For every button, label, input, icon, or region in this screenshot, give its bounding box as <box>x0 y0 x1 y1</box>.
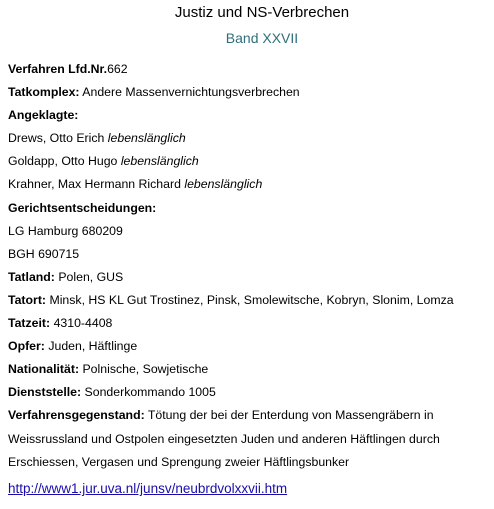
tatort-value: Minsk, HS KL Gut Trostinez, Pinsk, Smolewitsche, Kobryn, Slonim, Lomza <box>49 292 454 307</box>
decision-value: LG Hamburg 680209 <box>8 223 123 238</box>
tatland-row <box>8 266 492 289</box>
defendant-row <box>8 127 492 150</box>
defendant-row <box>8 150 492 173</box>
dienststelle-row <box>8 381 492 404</box>
opfer-row <box>8 335 492 358</box>
nationalitaet-value: Polnische, Sowjetische <box>82 362 209 377</box>
source-link[interactable]: http://www1.jur.uva.nl/junsv/neubrdvolxxvii.htm <box>8 481 288 496</box>
defendant-sentence: lebenslänglich <box>184 177 263 192</box>
defendant-row <box>8 173 492 196</box>
opfer-value: Juden, Häftlinge <box>48 339 138 354</box>
defendant-name: Goldapp, Otto Hugo <box>8 154 118 169</box>
nationalitaet-label: Nationalität: <box>8 362 80 377</box>
gegenstand-line: Erschiessen, Vergasen und Sprengung zweier Häftlingsbunker <box>8 454 350 469</box>
record-body <box>8 58 492 474</box>
tatzeit-row <box>8 312 492 335</box>
gegenstand-continuation <box>8 428 492 451</box>
angeklagte-row <box>8 104 492 127</box>
dienststelle-label: Dienststelle: <box>8 385 82 400</box>
gegenstand-label: Verfahrensgegenstand: <box>8 408 145 423</box>
verfahren-row <box>8 58 492 81</box>
dienststelle-value: Sonderkommando 1005 <box>84 385 216 400</box>
verfahren-label: Verfahren Lfd.Nr. <box>8 62 108 76</box>
angeklagte-label: Angeklagte: <box>8 108 79 123</box>
volume-subtitle: Band XXVII <box>225 30 299 46</box>
tatland-value: Polen, GUS <box>58 269 124 284</box>
defendant-sentence: lebenslänglich <box>120 154 199 169</box>
gegenstand-row <box>8 404 492 427</box>
tatland-label: Tatland: <box>8 269 55 284</box>
tatkomplex-row <box>8 81 492 104</box>
tatzeit-label: Tatzeit: <box>8 316 51 331</box>
gegenstand-continuation <box>8 451 492 474</box>
defendant-name: Krahner, Max Hermann Richard <box>8 177 181 192</box>
nationalitaet-row <box>8 358 492 381</box>
decision-row <box>8 243 492 266</box>
decision-row <box>8 220 492 243</box>
page-title: Justiz und NS-Verbrechen <box>174 4 350 21</box>
entscheidungen-row <box>8 197 492 220</box>
tatkomplex-label: Tatkomplex: <box>8 85 80 100</box>
defendant-sentence: lebenslänglich <box>107 131 186 146</box>
defendant-name: Drews, Otto Erich <box>8 131 105 146</box>
entscheidungen-label: Gerichtsentscheidungen: <box>8 200 157 215</box>
gegenstand-line: Tötung der bei der Enterdung von Massengräbern in <box>147 408 434 423</box>
tatort-row <box>8 289 492 312</box>
opfer-label: Opfer: <box>8 339 45 354</box>
verfahren-value: 662 <box>107 62 128 76</box>
tatort-label: Tatort: <box>8 292 47 307</box>
tatzeit-value: 4310-4408 <box>53 316 113 331</box>
tatkomplex-value: Andere Massenvernichtungsverbrechen <box>82 85 300 100</box>
gegenstand-line: Weissrussland und Ostpolen eingesetzten Juden und anderen Häftlingen durch <box>8 431 440 446</box>
decision-value: BGH 690715 <box>8 246 80 261</box>
